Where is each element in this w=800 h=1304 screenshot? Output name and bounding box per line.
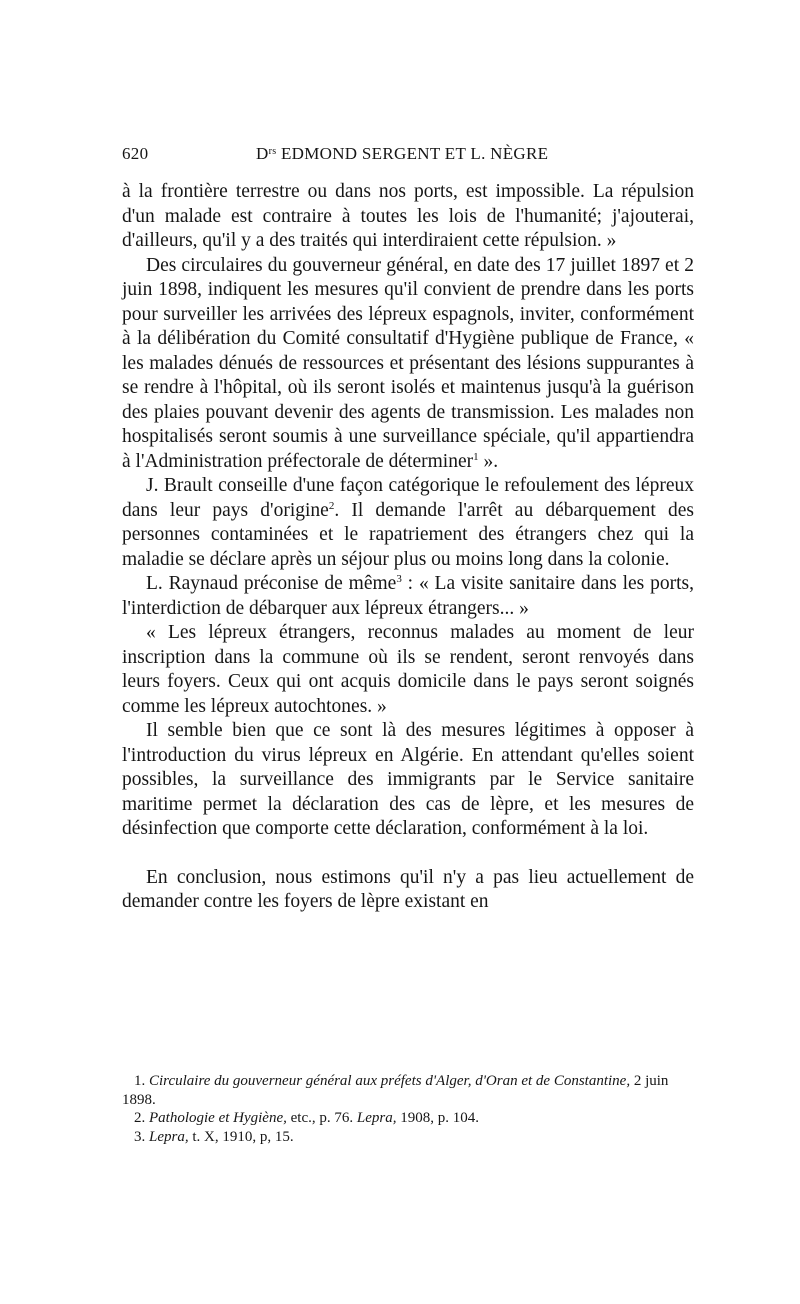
footnote-3-rest: t. X, 1910, p, 15. [188,1128,294,1145]
paragraph-4-text: L. Raynaud préconise de même [146,573,397,594]
footnote-ref-1: 1 [473,450,479,463]
paragraph-4-end: : « La visite sanitaire dans les ports, l'interdiction de débarquer aux lépreux étrangers... » [122,573,694,619]
footnote-ref-2: 2 [328,499,335,512]
paragraph-1: à la frontière terrestre ou dans nos ports, est impossible. La répulsion d'un malade est contraire à toutes les lois de l'humanité; j'ajouterai, d'ailleurs, qu'il y a des traités qui interdiraient cette répulsion. » [122,181,694,251]
paragraph-7: En conclusion, nous estimons qu'il n'y a pas lieu actuellement de demander contre les foyers de lèpre existant en [122,866,694,912]
author-names: EDMOND SERGENT ET L. NÈGRE [280,144,549,163]
footnote-3-number: 3. [134,1128,146,1145]
footnote-3 [122,1128,694,1147]
footnote-ref-3: 3 [396,573,402,585]
footnote-2-title: Pathologie et Hygiène, [149,1110,287,1126]
author-prefix-sup: rs [268,146,277,157]
page-number: 620 [122,144,149,163]
page-header [122,144,694,170]
body-text [122,180,694,915]
author-prefix: D [256,144,269,163]
footnote-1-rest: 2 juin 1898. [122,1073,669,1108]
paragraph-2 [122,254,694,475]
footnote-3-journal: Lepra, [149,1128,189,1145]
paragraph-2-end: ». [478,450,499,472]
paragraph-5: « Les lépreux étrangers, reconnus malades au moment de leur inscription dans la commune où ils se rendent, seront renvoyés dans leurs foyers. Ceux qui ont acquis domicile dans le pays seront soignés comme les lépreux autochtones. » [122,622,694,717]
footnote-2-rest: 1908, p. 104. [396,1110,479,1126]
footnotes [122,1072,694,1146]
paragraph-3-end: . Il demande l'arrêt au débarquement des personnes contaminées et le rapatriement des étrangers chez qui la maladie se déclare après un séjour plus ou moins long dans la colonie. [122,499,694,570]
running-head [256,144,548,164]
footnote-2-journal: Lepra, [356,1110,397,1126]
paragraph-4 [122,572,694,621]
footnote-1-number: 1. [134,1073,146,1089]
paragraph-2-text: Des circulaires du gouverneur général, en date des 17 juillet 1897 et 2 juin 1898, indiquent les mesures qu'il convient de prendre dans les ports pour surveiller les arrivées des lépreux espagnols, inviter, conformément à la délibération du Comité consultatif d'Hygiène publique de France, « les malades dénués de ressources et présentant des lésions suppurantes à se rendre à l'hôpital, où ils seront isolés et maintenus jusqu'à la guérison des plaies pouvant devenir des agents de transmission. Les malades non hospitalisés seront soumis à une surveillance spéciale, qu'il appartiendra à l'Administration préfectorale de déterminer [122,254,694,472]
footnote-2-mid: etc., p. 76. [286,1110,357,1126]
paragraph-6: Il semble bien que ce sont là des mesures légitimes à opposer à l'introduction du virus lépreux en Algérie. En attendant qu'elles soient possibles, la surveillance des immigrants par le Service sanitaire maritime permet la déclaration des cas de lèpre, et les mesures de désinfection que comporte cette déclaration, conformément à la loi. [122,720,694,839]
footnote-1 [122,1072,694,1109]
footnote-2-number: 2. [134,1110,146,1126]
footnote-1-title: Circulaire du gouverneur général aux préfets d'Alger, d'Oran et de Constantine, [149,1073,631,1089]
paragraph-3 [122,474,694,572]
footnote-2 [122,1109,694,1128]
paragraph-3-text: J. Brault conseille d'une façon catégorique le refoulement des lépreux dans leur pays d'origine [122,475,694,521]
